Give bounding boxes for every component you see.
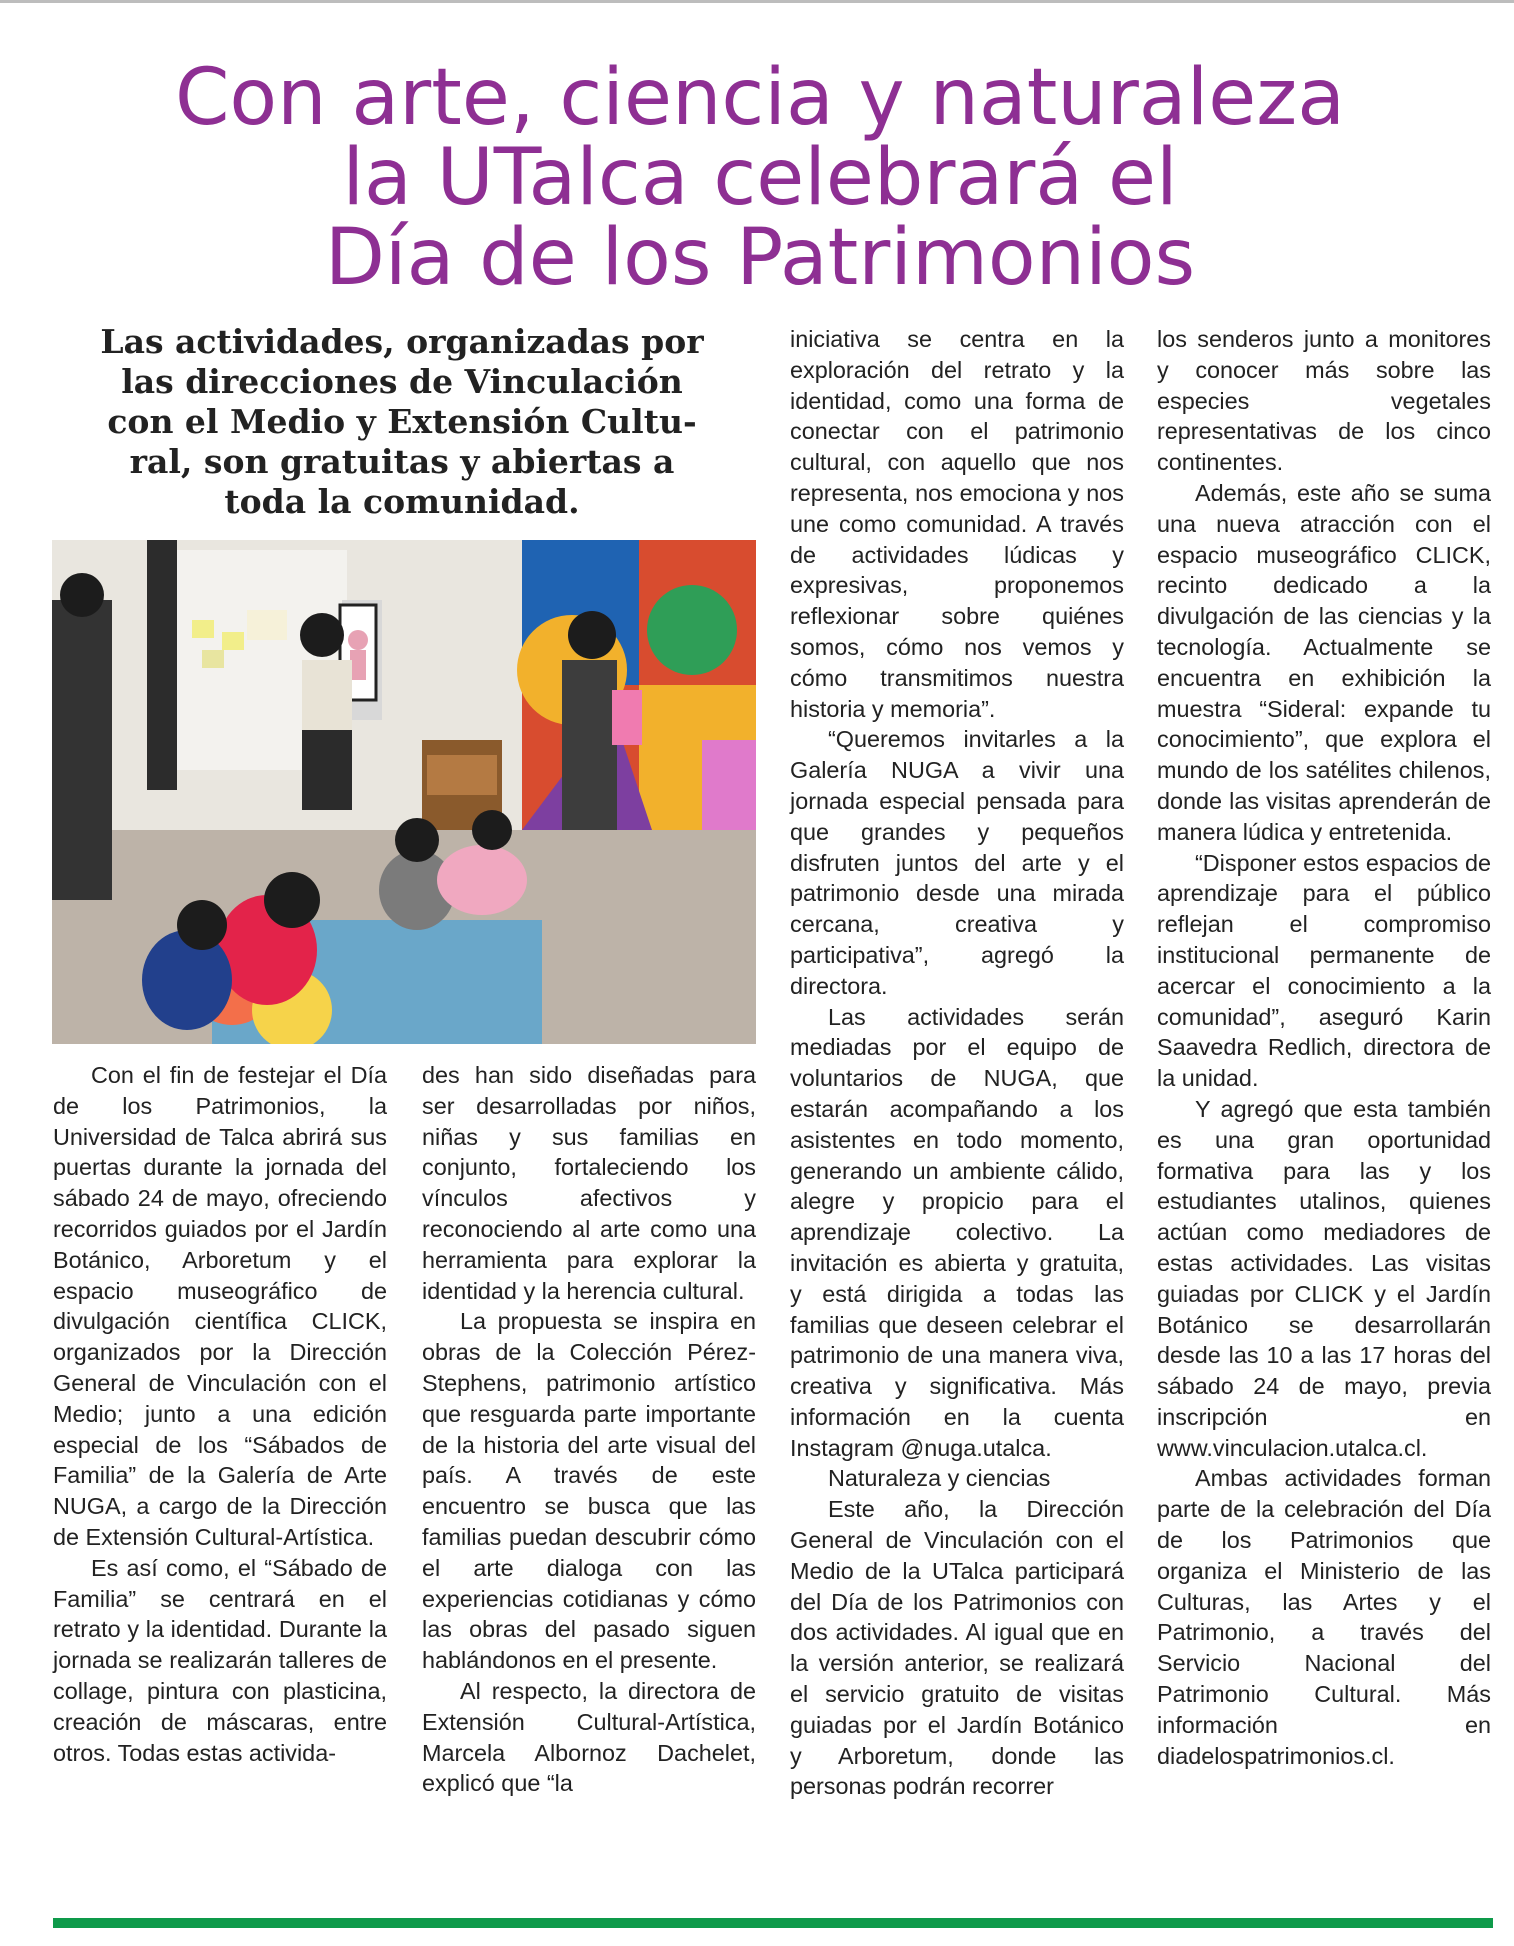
text-column-4 [1157, 324, 1491, 1771]
paragraph: Además, este año se suma una nueva atracción con el espacio museográfico CLICK, recinto dedicado a la divulgación de las ciencias y la tecnología. Actualmente se encuentra en exhibición la muestra “Sideral: expande tu conocimiento”, que explora el mundo de los satélites chilenos, donde las visitas aprenderán de manera lúdica y entretenida. [1157, 479, 1491, 845]
paragraph: Este año, la Dirección General de Vinculación con el Medio de la UTalca participará del Día de los Patrimonios con dos actividades. Al igual que en la versión anterior, se realizará el servicio gratuito de visitas guiadas por el Jardín Botánico y Arboretum, donde las personas podrán recorrer [790, 1496, 1124, 1800]
text-column-1 [53, 1060, 387, 1768]
paragraph: Con el fin de festejar el Día de los Patrimonios, la Universidad de Talca abrirá sus puertas durante la jornada del sábado 24 de mayo, ofreciendo recorridos guiados por el Jardín Botánico, Arboretum y el espacio museográfico de divulgación científica CLICK, organizados por la Dirección General de Vinculación con el Medio; junto a una edición especial de los “Sábados de Familia” de la Galería de Arte NUGA, a cargo de la Dirección de Extensión Cultural-Artística. [53, 1062, 387, 1550]
headline-line: la UTalca celebrará el [342, 133, 1178, 223]
paragraph: La propuesta se inspira en obras de la Colección Pérez-Stephens, patrimonio artístico que resguarda parte importante de la historia del arte visual del país. A través de este encuentro se busca que las familias puedan descubrir cómo el arte dialoga con las experiencias cotidianas y cómo las obras del pasado siguen hablándonos en el presente. [422, 1308, 756, 1674]
deck-line: ral, son gratuitas y abiertas a [129, 442, 675, 481]
paragraph: Es así como, el “Sábado de Familia” se centrará en el retrato y la identidad. Durante la jornada se realizarán talleres de collage, pintura con plasticina, creación de máscaras, entre otros. Todas estas activida- [53, 1554, 387, 1766]
paragraph: Al respecto, la directora de Extensión Cultural-Artística, Marcela Albornoz Dachelet, explicó que “la [422, 1677, 756, 1797]
headline-line: Con arte, ciencia y naturaleza [174, 53, 1346, 143]
section-subheading: Naturaleza y ciencias [828, 1465, 1051, 1492]
headline [60, 53, 1460, 303]
deck-line: las direcciones de Vinculación [121, 362, 683, 401]
headline-line: Día de los Patrimonios [324, 213, 1196, 303]
paragraph: Y agregó que esta también es una gran oportunidad formativa para las y los estudiantes utalinos, quienes actúan como mediadores de estas actividades. Las visitas guiadas por CLICK y el Jardín Botánico se desarrollarán desde las 10 a las 17 horas del sábado 24 de mayo, previa inscripción en www.vinculacion.utalca.cl. [1157, 1095, 1491, 1461]
text-column-2 [422, 1060, 756, 1799]
article-photo [52, 540, 756, 1044]
paragraph: “Queremos invitarles a la Galería NUGA a vivir una jornada especial pensada para que grandes y pequeños disfruten juntos del arte y el patrimonio desde una mirada cercana, creativa y participativa”, agregó la directora. [790, 726, 1124, 999]
bottom-rule [53, 1918, 1493, 1928]
deck-line: Las actividades, organizadas por [100, 322, 704, 361]
deck-subtitle [52, 322, 752, 522]
paragraph: des han sido diseñadas para ser desarrolladas por niños, niñas y sus familias en conjunto, fortaleciendo los vínculos afectivos y reconociendo al arte como una herramienta para explorar la identidad y la herencia cultural. [422, 1062, 756, 1304]
top-rule [0, 0, 1514, 3]
paragraph: iniciativa se centra en la exploración del retrato y la identidad, como una forma de conectar con el patrimonio cultural, con aquello que nos representa, nos emociona y nos une como comunidad. A través de actividades lúdicas y expresivas, proponemos reflexionar sobre quiénes somos, cómo nos vemos y cómo transmitimos nuestra historia y memoria”. [790, 326, 1124, 722]
deck-line: toda la comunidad. [224, 482, 580, 521]
paragraph: Ambas actividades forman parte de la celebración del Día de los Patrimonios que organiza el Ministerio de las Culturas, las Artes y el Patrimonio, a través del Servicio Nacional del Patrimonio Cultural. Más información en diadelospatrimonios.cl. [1157, 1465, 1491, 1769]
paragraph: “Disponer estos espacios de aprendizaje para el público reflejan el compromiso institucional permanente de acercar el conocimiento a la comunidad”, aseguró Karin Saavedra Redlich, directora de la unidad. [1157, 849, 1491, 1092]
photo-illustration [52, 540, 756, 1044]
paragraph: Las actividades serán mediadas por el equipo de voluntarios de NUGA, que estarán acompañando a los asistentes en todo momento, generando un ambiente cálido, alegre y propicio para el aprendizaje colectivo. La invitación es abierta y gratuita, y está dirigida a todas las familias que deseen celebrar el patrimonio de una manera viva, creativa y significativa. Más información en la cuenta Instagram @nuga.utalca. [790, 1003, 1124, 1461]
paragraph: los senderos junto a monitores y conocer más sobre las especies vegetales representativas de los cinco continentes. [1157, 326, 1491, 476]
deck-line: con el Medio y Extensión Cultu- [107, 402, 697, 441]
text-column-3 [790, 324, 1124, 1802]
